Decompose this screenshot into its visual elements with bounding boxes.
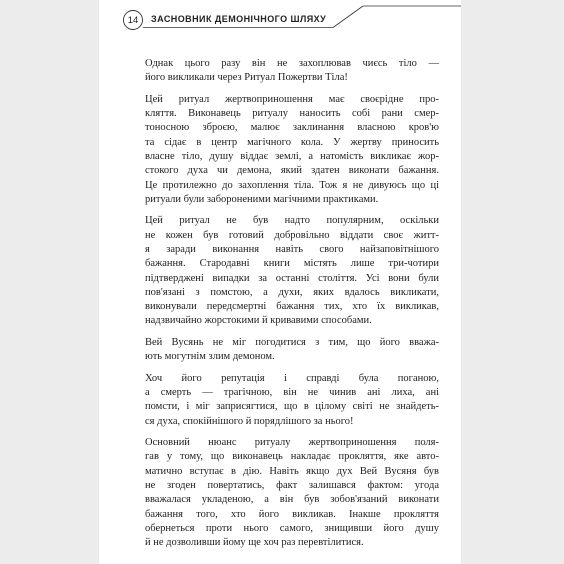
text-line: не кожен був готовий добровільно віддати своє житт- (145, 229, 439, 241)
text-line: Цей ритуал не був надто популярним, оскільки (145, 215, 439, 227)
text-line: ритуали були забороненими магічними практиками. (145, 193, 379, 205)
text-line: тоносною зброєю, малює заклинання власною кров'ю (145, 122, 439, 134)
text-line: матично вступає в дію. Навіть якщо дух Вей Вусяня був (145, 465, 439, 477)
paragraph (125, 214, 439, 328)
text-line: Це протилежно до захоплення тіла. Тож я не дивуюсь що ці (145, 179, 439, 191)
chapter-body (125, 57, 439, 558)
text-line: бажання того, хто його викликав. Інакше прокляття (145, 508, 439, 520)
page-header (99, 0, 461, 42)
page-number: 14 (127, 15, 139, 26)
text-line: Хоч його репутація і справді була поганою, (145, 372, 439, 384)
text-line: помсти, і міг заприсягтися, що в цілому світі не знайдеть- (145, 401, 439, 413)
running-title: ЗАСНОВНИК ДЕМОНІЧНОГО ШЛЯХУ (151, 14, 327, 24)
text-line: кляття. Виконавець ритуалу наносить собі рани смер- (145, 108, 439, 120)
paragraph (125, 93, 439, 207)
paragraph (125, 436, 439, 550)
text-line: я заради виконання навіть свого найзаповітнішого (145, 243, 439, 255)
text-line: надзвичайно жорстокими й кривавими способами. (145, 315, 372, 327)
text-line: а смерть — трагічною, він не чинив ані лиха, ані (145, 386, 439, 398)
book-page (99, 0, 461, 564)
text-line: й не дозволивши йому ще хоч раз перевтілитися. (145, 537, 364, 549)
text-line: Вей Вусянь не міг погодитися з тим, що його вважа- (145, 336, 439, 348)
header-slant-line (333, 6, 363, 28)
text-line: не згоден повертатись, факт залишався фактом: угода (145, 479, 439, 491)
text-line: обернеться проти нього самого, знищивши його душу (145, 522, 439, 534)
text-line: стокого духа чи демона, який здатен виконати бажання. (145, 165, 439, 177)
text-line: власне тіло, душу віддає землі, а натомість викликає жор- (145, 150, 439, 162)
text-line: його викликали через Ритуал Пожертви Тіла! (145, 72, 348, 84)
text-line: Цей ритуал жертвоприношення має своєрідне про- (145, 93, 439, 105)
paragraph (125, 372, 439, 429)
text-line: ють могутнім злим демоном. (145, 351, 275, 363)
text-line: Однак цього разу він не захоплював чиєсь тіло — (145, 58, 439, 69)
text-line: Основний нюанс ритуалу жертвоприношення поля- (145, 437, 439, 449)
text-line: та сідає в центр магічного кола. У жертву приносить (145, 136, 439, 148)
text-line: гав у тому, що виконавець накладає прокляття, яке авто- (145, 451, 439, 463)
text-line: пов'язані з помстою, а духи, яких вдалось викликати, (145, 286, 439, 298)
paragraph (125, 336, 439, 365)
paragraph (125, 57, 439, 86)
text-line: підтверджені випадки за останні століття. Усі вони були (145, 272, 439, 284)
text-line: вважалася укладеною, а він був зобов'язаний виконати (145, 494, 439, 506)
text-line: ся духа, спокійнішого й порядлішого за нього! (145, 415, 354, 427)
text-line: виконували передсмертні бажання тих, хто їх викликав, (145, 301, 439, 313)
text-line: бажання. Стародавні книги містять лише три-чотири (145, 258, 439, 270)
